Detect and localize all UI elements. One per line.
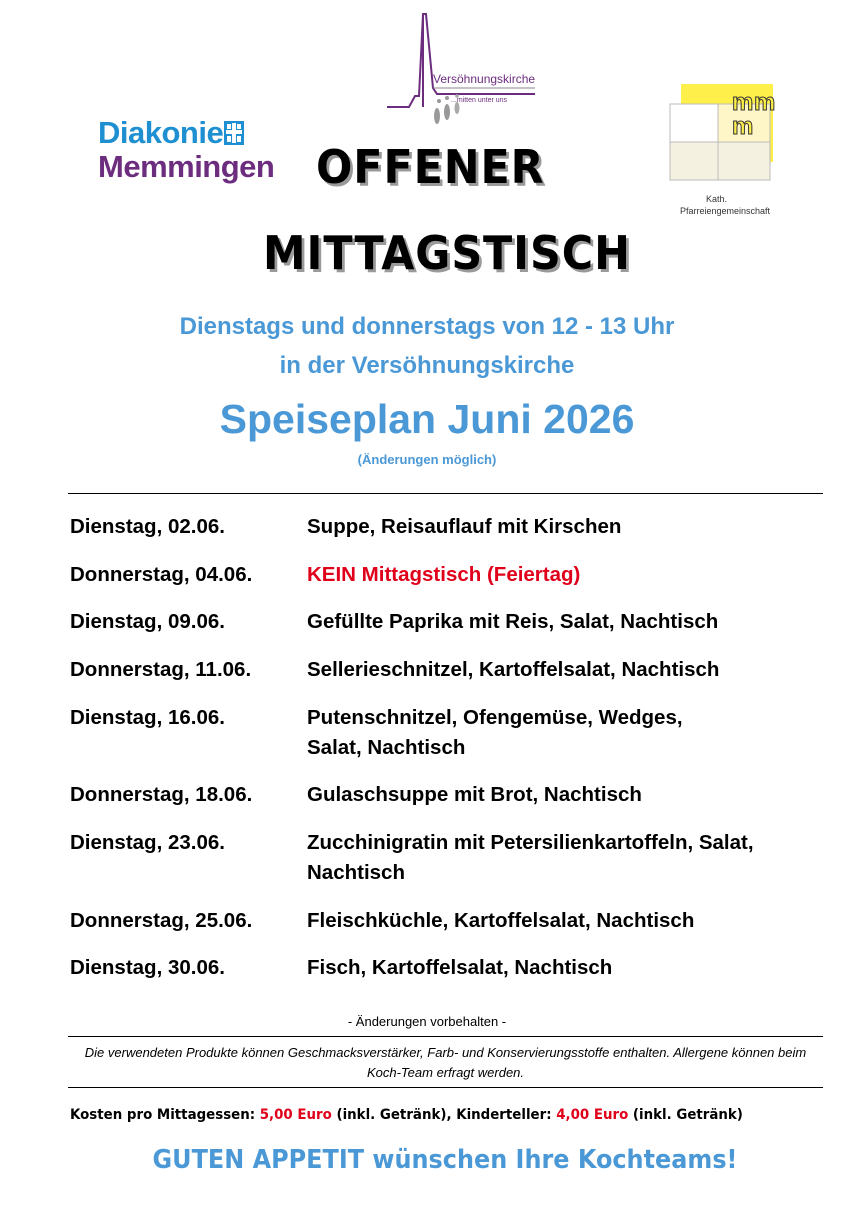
costs-price: 5,00 Euro [259,1107,332,1123]
costs-line [70,1107,743,1123]
menu-meal: Gulaschsuppe mit Brot, Nachtisch [307,783,642,806]
menu-meal: Zucchinigratin mit Petersilienkartoffeln, Salat, Nachtisch [307,831,754,884]
menu-day: Dienstag, 30.06. [70,956,225,979]
menu-day: Donnerstag, 25.06. [70,909,253,932]
costs-kids-label: Kinderteller: [456,1107,557,1123]
menu-meal: Fisch, Kartoffelsalat, Nachtisch [307,956,613,979]
svg-text:m: m [732,89,754,116]
costs-kids-price: 4,00 Euro [556,1107,629,1123]
menu-day: Donnerstag, 04.06. [70,563,253,586]
menu-day: Dienstag, 02.06. [70,515,225,538]
menu-day: Donnerstag, 18.06. [70,783,253,806]
divider-top [68,493,823,494]
divider-bottom [68,1087,823,1088]
versoehnungskirche-logo-tagline: ...mitten unter uns [451,97,508,104]
costs-price-note: (inkl. Getränk), [331,1107,457,1123]
menu-meal: Fleischküchle, Kartoffelsalat, Nachtisch [307,909,695,932]
location-text: in der Versöhnungskirche [279,352,575,379]
closing-greeting: GUTEN APPETIT wünschen Ihre Kochteams! [152,1145,738,1175]
menu-meal: Gefüllte Paprika mit Reis, Salat, Nachtisch [307,610,719,633]
church-spire-icon [385,12,555,130]
costs-label: Kosten pro Mittagessen: [70,1107,260,1123]
diakonie-logo [98,115,275,184]
svg-text:m: m [754,89,776,116]
allergen-note: Die verwendeten Produkte können Geschmacksverstärker, Farb- und Konservierungsstoffe enthalten. Allergene können beim Koch-Team erfragt werden. [84,1045,807,1080]
diakonie-cross-icon [224,121,244,145]
menu-day: Dienstag, 09.06. [70,610,225,633]
menu-meal: Putenschnitzel, Ofengemüse, Wedges, Salat, Nachtisch [307,706,683,759]
menu-day: Dienstag, 16.06. [70,706,225,729]
pfarreiengemeinschaft-logo-line1: Kath. [706,194,728,204]
schedule-text: Dienstags und donnerstags von 12 - 13 Uhr [179,313,675,340]
pfarreiengemeinschaft-logo-line2: Pfarreiengemeinschaft [680,206,771,216]
title-line2: MITTAGSTISCH [263,226,631,280]
menu-meal: Suppe, Reisauflauf mit Kirschen [307,515,622,538]
changes-note: (Änderungen möglich) [357,452,497,467]
versoehnungskirche-logo-name: Versöhnungskirche [433,72,536,86]
title-line1: OFFENER [316,140,545,194]
menu-meal: Sellerieschnitzel, Kartoffelsalat, Nachtisch [307,658,720,681]
menu-day: Donnerstag, 11.06. [70,658,252,681]
menu-meal-cancelled: KEIN Mittagstisch (Feiertag) [307,563,581,586]
diakonie-logo-line1: Diakonie [98,115,224,150]
divider-middle [68,1036,823,1037]
diakonie-logo-line2: Memmingen [98,149,275,184]
pg-squares-icon [668,82,793,192]
costs-kids-note: (inkl. Getränk) [628,1107,743,1123]
svg-text:m: m [732,113,754,140]
versoehnungskirche-logo [385,12,555,130]
plan-title: Speiseplan Juni 2026 [219,396,635,442]
changes-reserved-note: - Änderungen vorbehalten - [347,1014,507,1029]
menu-day: Dienstag, 23.06. [70,831,225,854]
pfarreiengemeinschaft-logo [668,82,793,222]
